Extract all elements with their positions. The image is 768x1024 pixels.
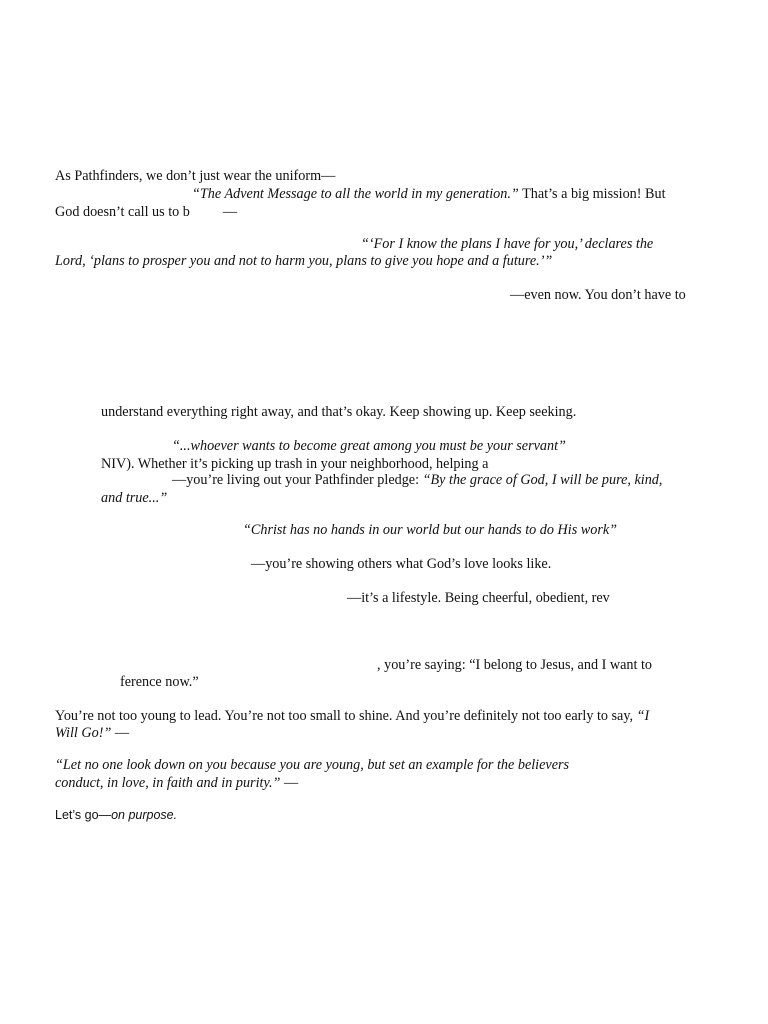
text-run: — (222, 204, 238, 220)
text-run: As Pathfinders, we don’t just wear the uniform— (55, 168, 336, 184)
quote-run: “The Advent Message to all the world in my generation.” (192, 186, 519, 202)
text-line (55, 774, 298, 792)
text-run: Let’s go— (55, 808, 112, 822)
text-line (192, 185, 666, 203)
text-run: —even now. You don’t have to (510, 287, 686, 303)
text-line (120, 673, 199, 691)
text-run: You’re not too young to lead. You’re not too small to shine. And you’re definitely not too early to say, (55, 708, 637, 724)
quote-run: “I (636, 708, 650, 724)
text-line (510, 286, 686, 304)
text-run: — (111, 725, 130, 741)
text-line (55, 167, 335, 185)
text-run: That’s a big mission! But (518, 186, 666, 202)
text-line (347, 589, 610, 607)
emphasis-run: on purpose. (111, 808, 178, 822)
text-line (55, 203, 237, 221)
text-run: —you’re living out your Pathfinder pledge: (172, 472, 423, 488)
text-line (55, 707, 649, 725)
text-line (101, 403, 576, 421)
text-line (172, 437, 566, 455)
text-line (55, 252, 552, 270)
text-line (377, 656, 652, 674)
text-run: , you’re saying: “I belong to Jesus, and I want to (377, 657, 653, 673)
quote-run: conduct, in love, in faith and in purity.” (55, 775, 281, 791)
quote-run: Lord, ‘plans to prosper you and not to harm you, plans to give you hope and a future.’” (55, 253, 553, 269)
text-line (55, 724, 129, 742)
text-run: — (280, 775, 299, 791)
text-run: —it’s a lifestyle. Being cheerful, obedient, rev (347, 590, 610, 606)
text-run: God doesn’t call us to b (55, 204, 190, 220)
text-run: —you’re showing others what God’s love looks like. (251, 556, 552, 572)
text-run: NIV). Whether it’s picking up trash in your neighborhood, helping a (101, 456, 489, 472)
text-line (251, 555, 551, 573)
quote-run: Will Go!” (55, 725, 112, 741)
text-line (361, 235, 653, 253)
text-run: understand everything right away, and that’s okay. Keep showing up. Keep seeking. (101, 404, 577, 420)
text-line (172, 471, 662, 489)
quote-run: “Let no one look down on you because you are young, but set an example for the believers (55, 757, 570, 773)
text-line (243, 521, 617, 539)
text-line (55, 756, 569, 774)
quote-run: “By the grace of God, I will be pure, kind, (422, 472, 663, 488)
quote-run: “...whoever wants to become great among you must be your servant” (172, 438, 566, 454)
quote-run: “Christ has no hands in our world but our hands to do His work” (243, 522, 618, 538)
quote-run: “‘For I know the plans I have for you,’ declares the (361, 236, 654, 252)
text-run: ference now.” (120, 674, 199, 690)
text-line (101, 489, 167, 507)
closing-line (55, 806, 177, 824)
quote-run: and true...” (101, 490, 168, 506)
